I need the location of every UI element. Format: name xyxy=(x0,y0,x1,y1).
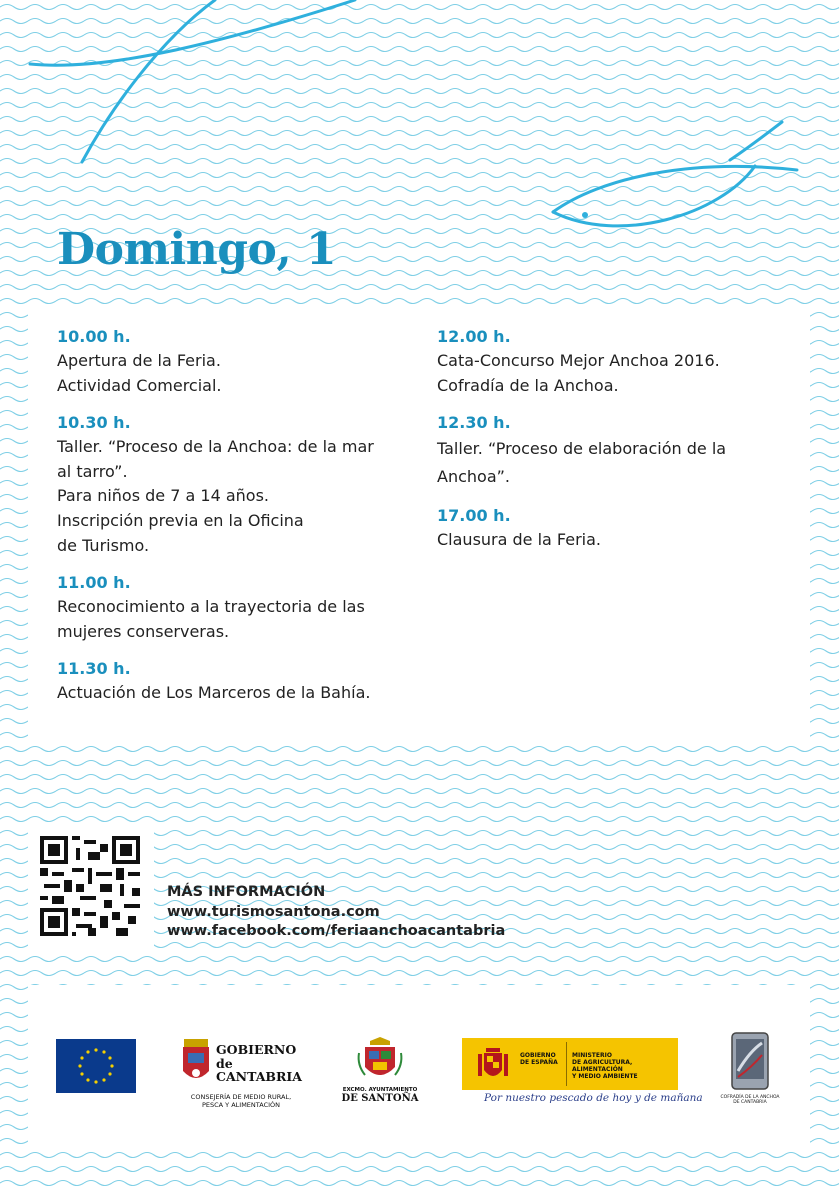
page-title: Domingo, 1 xyxy=(57,224,337,275)
schedule-item xyxy=(57,324,397,398)
website-link[interactable]: www.turismosantona.com xyxy=(167,903,380,920)
ministerio-slogan: Por nuestro pescado de hoy y de mañana xyxy=(484,1092,703,1104)
gobierno-espana-logo xyxy=(462,1038,678,1090)
schedule-desc: Taller. “Proceso de elaboración de la Anchoa”. xyxy=(437,439,727,487)
schedule-time: 10.00 h. xyxy=(57,327,131,346)
schedule-desc: Reconocimiento a la trayectoria de las mujeres conserveras. xyxy=(57,597,365,641)
ministerio-text: MINISTERIO DE AGRICULTURA, ALIMENTACIÓN Y MEDIO AMBIENTE xyxy=(572,1052,638,1080)
schedule-right-column xyxy=(437,324,777,565)
gobierno-line1: GOBIERNO xyxy=(216,1042,297,1057)
schedule-time: 17.00 h. xyxy=(437,506,511,526)
facebook-link[interactable]: www.facebook.com/feriaanchoacantabria xyxy=(167,923,506,939)
gobierno-cantabria-logo xyxy=(180,1037,310,1117)
gobierno-line3: CANTABRIA xyxy=(216,1069,302,1084)
cantabria-crest-icon xyxy=(180,1037,212,1087)
more-info-heading: MÁS INFORMACIÓN xyxy=(167,884,326,900)
schedule-item xyxy=(437,324,777,398)
cofradia-anchoa-logo xyxy=(718,1031,782,1111)
cofradia-text: COFRADÍA DE LA ANCHOA DE CANTABRIA xyxy=(720,1095,780,1105)
schedule-time: 12.00 h. xyxy=(437,327,511,346)
qr-code-box xyxy=(28,826,154,948)
gobierno-espana-text: GOBIERNO DE ESPAÑA xyxy=(520,1052,558,1066)
santona-subtitle: EXCMO. AYUNTAMIENTO xyxy=(342,1087,418,1093)
anchovy-tin-icon xyxy=(730,1031,770,1091)
fish-eye-icon xyxy=(582,212,588,218)
ayuntamiento-santona-logo xyxy=(340,1035,420,1115)
schedule-desc: Taller. “Proceso de la Anchoa: de la mar al tarro”. Para niños de 7 a 14 años. Inscripción previa en la Oficina de Turismo. xyxy=(57,437,374,555)
schedule-left-column xyxy=(57,324,397,718)
more-info xyxy=(167,883,505,942)
schedule-desc: Apertura de la Feria. Actividad Comercial. xyxy=(57,351,222,395)
sponsor-logos xyxy=(28,985,810,1150)
eu-flag-icon xyxy=(56,1039,136,1093)
gobierno-subtitle: CONSEJERÍA DE MEDIO RURAL, PESCA Y ALIMENTACIÓN xyxy=(190,1093,292,1109)
spain-crest-icon xyxy=(476,1044,510,1084)
schedule-panel xyxy=(28,304,810,744)
schedule-desc: Cata-Concurso Mejor Anchoa 2016. Cofradía de la Anchoa. xyxy=(437,351,720,395)
schedule-item xyxy=(437,410,777,491)
qr-code-icon[interactable] xyxy=(40,836,140,936)
schedule-item xyxy=(57,410,397,558)
schedule-time: 11.30 h. xyxy=(57,659,131,679)
schedule-time: 10.30 h. xyxy=(57,413,131,433)
schedule-time: 11.00 h. xyxy=(57,573,131,593)
santona-name: DE SANTOÑA xyxy=(341,1093,419,1104)
schedule-time: 12.30 h. xyxy=(437,413,511,433)
gobierno-line2: de xyxy=(216,1055,233,1071)
schedule-desc: Clausura de la Feria. xyxy=(437,530,602,550)
schedule-item xyxy=(437,503,777,553)
santona-crest-icon xyxy=(355,1035,405,1085)
schedule-item xyxy=(57,570,397,644)
schedule-item xyxy=(57,656,397,706)
schedule-desc: Actuación de Los Marceros de la Bahía. xyxy=(57,683,371,703)
logo-divider xyxy=(566,1042,567,1086)
